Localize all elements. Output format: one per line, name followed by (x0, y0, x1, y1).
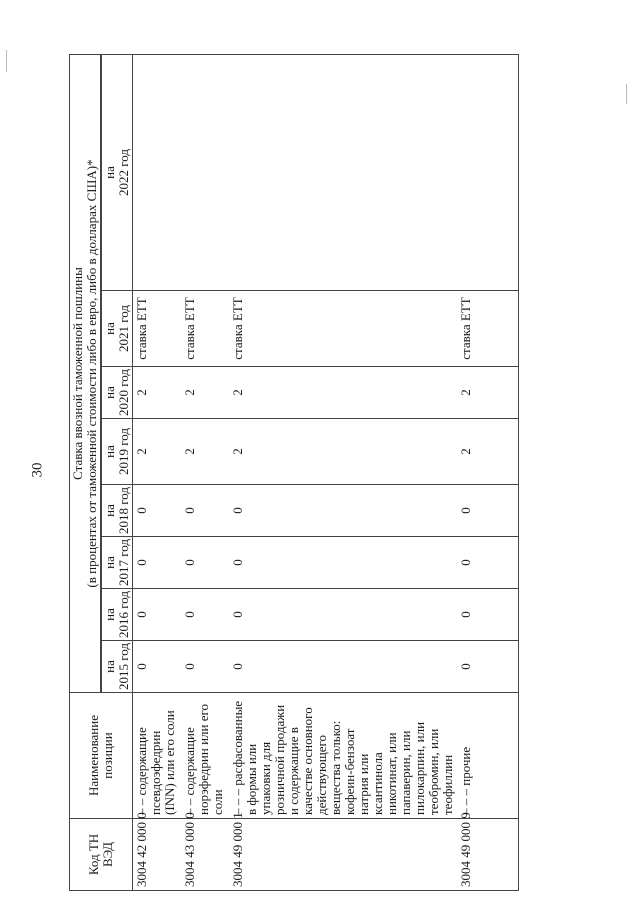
rate-cell: ставка ЕТТ (229, 291, 457, 367)
header-year-2018 (102, 485, 133, 537)
header-year-2015 (102, 641, 133, 693)
rate-cell: 2 (181, 367, 229, 419)
table-row (457, 54, 519, 890)
rate-cell: 0 (229, 589, 457, 641)
rate-cell: 0 (457, 485, 519, 537)
rate-cell: ставка ЕТТ (457, 291, 519, 367)
header-year-na: на (102, 445, 117, 458)
header-year-2016 (102, 589, 133, 641)
rate-cell: 2 (181, 419, 229, 485)
table-row (229, 54, 457, 890)
header-year-na: на (102, 386, 117, 399)
rate-cell (133, 54, 181, 290)
scan-edge-mark (6, 50, 7, 72)
page-number: 30 (29, 462, 46, 478)
tariff-table-container (69, 55, 565, 891)
rate-cell: 0 (457, 641, 519, 693)
header-year-na: на (102, 660, 117, 673)
table-row (133, 54, 181, 890)
header-code: Код ТН ВЭД (70, 819, 133, 891)
rate-cell: ставка ЕТТ (181, 291, 229, 367)
header-year-na: на (102, 504, 117, 517)
header-year-na: на (102, 322, 117, 335)
rate-cell: 2 (457, 367, 519, 419)
rate-cell: 0 (181, 589, 229, 641)
rate-cell: 0 (133, 589, 181, 641)
header-year-label: 2015 год (116, 643, 131, 690)
rate-cell: 2 (229, 367, 457, 419)
rate-cell: ставка ЕТТ (133, 291, 181, 367)
header-rate-title (70, 54, 101, 692)
header-year-label: 2021 год (116, 305, 131, 352)
row-name: – – – расфасованные в формы или упаковки для розничной продажи и содержащие в качестве основного действующего вещества только: кофеин-бензоат натрия или ксантинола никотинат, или папаверин, или пилокарпин, или теобромин, или теофиллин (229, 693, 457, 819)
row-name: – – содержащие псевдоэфедрин (INN) или его соли (133, 693, 181, 819)
rate-cell: 0 (133, 641, 181, 693)
rate-cell: 0 (133, 485, 181, 537)
header-rate-subtitle: (в процентах от таможенной стоимости либо в евро, либо в долларах США)* (84, 159, 99, 588)
header-rate-title-text: Ставка ввозной таможенной пошлины (70, 267, 85, 480)
header-year-2021 (102, 291, 133, 367)
rate-cell: 0 (457, 537, 519, 589)
header-year-2017 (102, 537, 133, 589)
row-name: – – – прочие (457, 693, 519, 819)
rate-cell (457, 54, 519, 290)
header-year-label: 2016 год (116, 591, 131, 638)
header-year-label: 2020 год (116, 369, 131, 416)
header-year-na: на (102, 166, 117, 179)
row-code: 3004 43 000 0 (181, 819, 229, 891)
table-row (181, 54, 229, 890)
rate-cell: 0 (181, 641, 229, 693)
row-code: 3004 42 000 0 (133, 819, 181, 891)
rate-cell (181, 54, 229, 290)
rate-cell: 0 (133, 537, 181, 589)
rate-cell: 2 (457, 419, 519, 485)
header-year-na: на (102, 556, 117, 569)
header-year-2022 (102, 54, 133, 290)
header-year-label: 2017 год (116, 539, 131, 586)
row-code: 3004 49 000 9 (457, 819, 519, 891)
rate-cell: 0 (229, 537, 457, 589)
rate-cell: 0 (181, 537, 229, 589)
header-year-na: на (102, 608, 117, 621)
rate-cell (229, 54, 457, 290)
header-year-label: 2018 год (116, 487, 131, 534)
rate-cell: 2 (133, 419, 181, 485)
row-name: – – содержащие норэфедрин или его соли (181, 693, 229, 819)
row-code: 3004 49 000 1 (229, 819, 457, 891)
scan-edge-mark (626, 84, 627, 104)
header-year-2019 (102, 419, 133, 485)
header-year-2020 (102, 367, 133, 419)
header-name: Наименование позиции (70, 693, 133, 819)
rate-cell: 0 (181, 485, 229, 537)
header-year-label: 2019 год (116, 428, 131, 475)
rate-cell: 2 (229, 419, 457, 485)
tariff-table (69, 54, 519, 891)
header-year-label: 2022 год (116, 148, 131, 196)
rate-cell: 0 (229, 641, 457, 693)
rate-cell: 0 (457, 589, 519, 641)
rate-cell: 2 (133, 367, 181, 419)
rate-cell: 0 (229, 485, 457, 537)
